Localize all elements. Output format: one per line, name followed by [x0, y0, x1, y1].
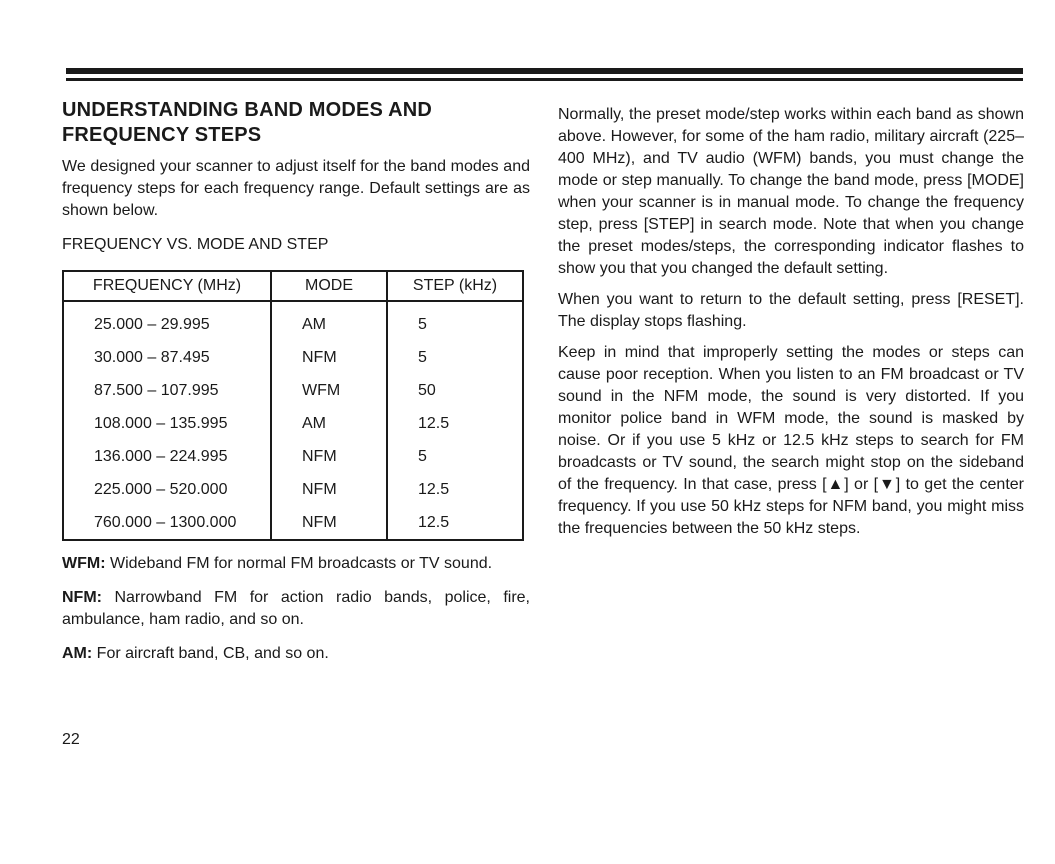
table-header-row: [63, 271, 523, 301]
paragraph-reception: Keep in mind that improperly setting the modes or steps can cause poor reception. When you listen to an FM broadcast or TV sound in the NFM mode, the sound is very distorted. If you monitor police band in WFM mode, the sound is masked by noise. Or if you use 5 kHz or 12.5 kHz steps to search for FM broadcasts or TV sound, the search might stop on the sideband of the frequency. In that case, press [▲] or [▼] to get the center frequency. If you use 50 kHz steps for NFM band, you might miss the frequencies between the 50 kHz steps.: [558, 344, 1024, 537]
cell-step: 5: [418, 447, 427, 465]
cell-step: 12.5: [418, 414, 450, 432]
table-row: [63, 440, 523, 473]
cell-mode: NFM: [271, 473, 387, 506]
cell-step: 50: [418, 381, 436, 399]
cell-step: 5: [418, 315, 427, 333]
table-caption: FREQUENCY VS. MODE AND STEP: [62, 236, 329, 253]
definition-am: [62, 643, 530, 665]
table-row: [63, 473, 523, 506]
definition-nfm-text: Narrowband FM for action radio bands, police, fire, ambulance, ham radio, and so on.: [62, 589, 530, 628]
section-heading: UNDERSTANDING BAND MODES AND FREQUENCY STEPS: [62, 99, 433, 146]
table-row: [63, 301, 523, 341]
right-column: [558, 104, 1024, 549]
table-row: [63, 374, 523, 407]
table-row: [63, 407, 523, 440]
intro-paragraph: We designed your scanner to adjust itself for the band modes and frequency steps for each frequency range. Default settings are as shown below.: [62, 158, 530, 219]
left-column: [62, 98, 530, 677]
definition-wfm-text: Wideband FM for normal FM broadcasts or TV sound.: [109, 555, 493, 572]
term-nfm: NFM:: [62, 589, 102, 606]
cell-frequency: 25.000 – 29.995: [63, 301, 271, 341]
cell-step: 12.5: [418, 513, 450, 531]
page-number: 22: [62, 731, 80, 748]
header-step: STEP (kHz): [387, 271, 523, 301]
cell-frequency: 87.500 – 107.995: [63, 374, 271, 407]
table-row: [63, 341, 523, 374]
top-rule-thin: [66, 78, 1023, 81]
header-mode: MODE: [271, 271, 387, 301]
cell-mode: WFM: [271, 374, 387, 407]
paragraph-preset-modes: Normally, the preset mode/step works within each band as shown above. However, for some of the ham radio, military aircraft (225–400 MHz), and TV audio (WFM) bands, you must change the mode or step manually. To change the band mode, press [MODE] when your scanner is in manual mode. To change the frequency step, press [STEP] in search mode. Note that when you change the preset modes/steps, the corresponding indicator flashes to show you that you changed the default setting.: [558, 106, 1024, 277]
cell-frequency: 108.000 – 135.995: [63, 407, 271, 440]
term-wfm: WFM:: [62, 555, 106, 572]
definition-nfm: [62, 587, 530, 631]
table-row: [63, 506, 523, 540]
term-am: AM:: [62, 645, 93, 662]
paragraph-reset: When you want to return to the default setting, press [RESET]. The display stops flashing.: [558, 291, 1024, 330]
cell-frequency: 136.000 – 224.995: [63, 440, 271, 473]
cell-mode: AM: [271, 407, 387, 440]
definition-am-text: For aircraft band, CB, and so on.: [96, 645, 329, 662]
frequency-mode-step-table: [62, 270, 524, 541]
cell-mode: NFM: [271, 341, 387, 374]
cell-mode: NFM: [271, 506, 387, 540]
header-frequency: FREQUENCY (MHz): [63, 271, 271, 301]
cell-step: 5: [418, 348, 427, 366]
cell-mode: AM: [271, 301, 387, 341]
cell-frequency: 30.000 – 87.495: [63, 341, 271, 374]
cell-frequency: 225.000 – 520.000: [63, 473, 271, 506]
top-rule-thick: [66, 68, 1023, 74]
definition-wfm: [62, 553, 530, 575]
cell-step: 12.5: [418, 480, 450, 498]
cell-frequency: 760.000 – 1300.000: [63, 506, 271, 540]
cell-mode: NFM: [271, 440, 387, 473]
